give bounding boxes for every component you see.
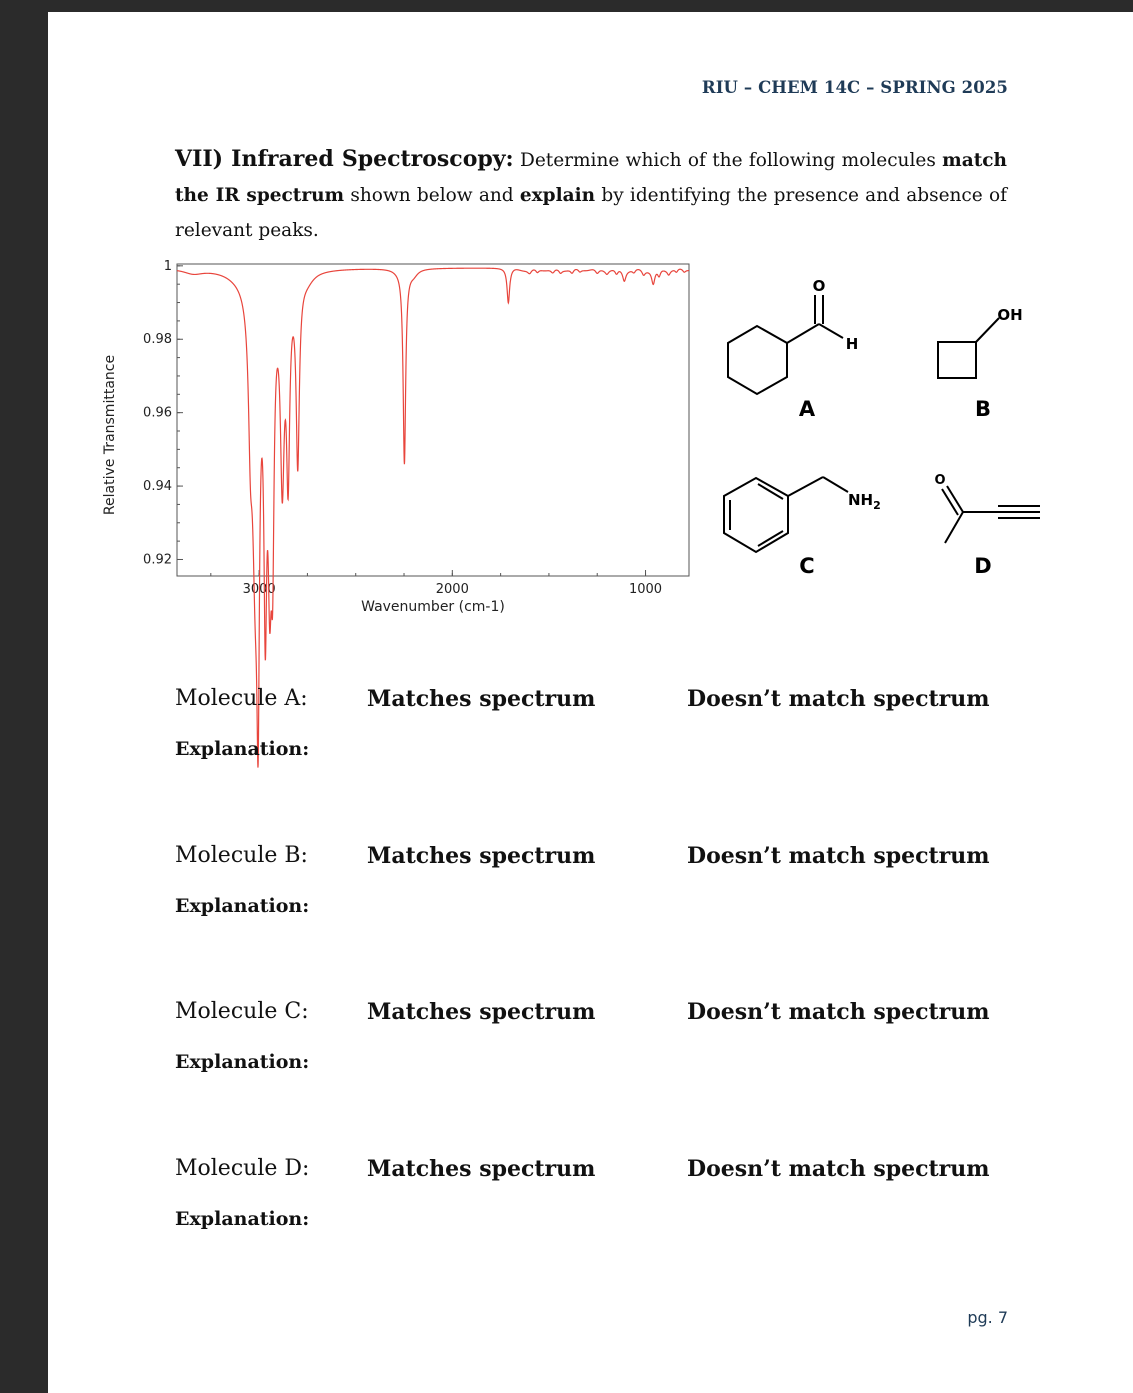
matches-option[interactable]: Matches spectrum xyxy=(367,686,596,712)
explanation-label: Explanation: xyxy=(175,1208,310,1230)
bond xyxy=(788,477,823,496)
molecule-b-structure xyxy=(938,318,999,378)
cyclohexane-ring xyxy=(728,326,787,394)
document-page xyxy=(48,12,1133,1393)
molecule-name: Molecule D: xyxy=(175,1156,310,1181)
matches-option[interactable]: Matches spectrum xyxy=(367,999,596,1025)
x-tick-label: 1000 xyxy=(628,582,663,597)
double-bond xyxy=(947,486,963,512)
molecule-name: Molecule B: xyxy=(175,843,308,868)
explanation-label: Explanation: xyxy=(175,738,310,760)
doesnt-match-option[interactable]: Doesn’t match spectrum xyxy=(687,843,990,869)
benzene-ring xyxy=(724,478,788,552)
question-text-2: shown below and xyxy=(350,185,514,206)
question-text-1: Determine which of the following molecules xyxy=(520,150,936,171)
page-number: pg. 7 xyxy=(967,1308,1008,1327)
molecule-c-structure xyxy=(724,477,848,552)
atom-hydrogen: H xyxy=(845,335,859,353)
doesnt-match-option[interactable]: Doesn’t match spectrum xyxy=(687,1156,990,1182)
question-bold-2: explain xyxy=(519,185,596,206)
molecule-label-b: B xyxy=(974,397,992,421)
atom-hydroxyl: OH xyxy=(997,306,1023,324)
explanation-label: Explanation: xyxy=(175,895,310,917)
question-title: VII) Infrared Spectroscopy: xyxy=(175,146,514,172)
molecule-name: Molecule A: xyxy=(175,686,308,711)
axis-ticks xyxy=(143,259,662,597)
explanation-label: Explanation: xyxy=(175,1051,310,1073)
molecule-label-a: A xyxy=(798,397,816,421)
atom-oxygen: O xyxy=(812,277,826,295)
molecule-label-c: C xyxy=(799,554,815,578)
doesnt-match-option[interactable]: Doesn’t match spectrum xyxy=(687,999,990,1025)
molecule-a-structure xyxy=(728,295,843,394)
chart-x-axis-label: Wavenumber (cm-1) xyxy=(361,599,505,615)
bond xyxy=(976,318,999,342)
question-bold-1: match the IR spectrum xyxy=(175,150,1007,206)
cyclobutane-ring xyxy=(938,342,976,378)
bond xyxy=(945,512,963,543)
y-tick-label: 0.98 xyxy=(143,332,172,348)
double-bond xyxy=(942,489,958,515)
y-tick-label: 0.92 xyxy=(143,552,172,568)
atom-oxygen: O xyxy=(934,473,946,488)
bond xyxy=(823,477,848,492)
molecule-label-d: D xyxy=(974,554,992,578)
atom-amine: $NH_2$ xyxy=(848,491,881,512)
y-tick-label: 1 xyxy=(163,258,172,274)
molecule-d-structure xyxy=(942,486,1040,543)
bond xyxy=(819,324,843,338)
x-tick-label: 2000 xyxy=(435,582,469,597)
matches-option[interactable]: Matches spectrum xyxy=(367,843,596,869)
y-tick-label: 0.96 xyxy=(143,405,172,421)
doesnt-match-option[interactable]: Doesn’t match spectrum xyxy=(687,686,990,712)
x-tick-label: 3000 xyxy=(242,582,276,597)
matches-option[interactable]: Matches spectrum xyxy=(367,1156,596,1182)
chart-y-axis-label: Relative Transmittance xyxy=(102,354,118,516)
y-tick-label: 0.94 xyxy=(143,479,172,495)
question-text-3: by identifying the presence and absence of relevant peaks. xyxy=(175,185,1007,241)
molecule-name: Molecule C: xyxy=(175,999,309,1024)
course-header: RIU – CHEM 14C – SPRING 2025 xyxy=(701,78,1008,97)
window-top-strip xyxy=(0,0,1133,12)
bond xyxy=(787,324,819,343)
plot-frame xyxy=(177,264,689,576)
